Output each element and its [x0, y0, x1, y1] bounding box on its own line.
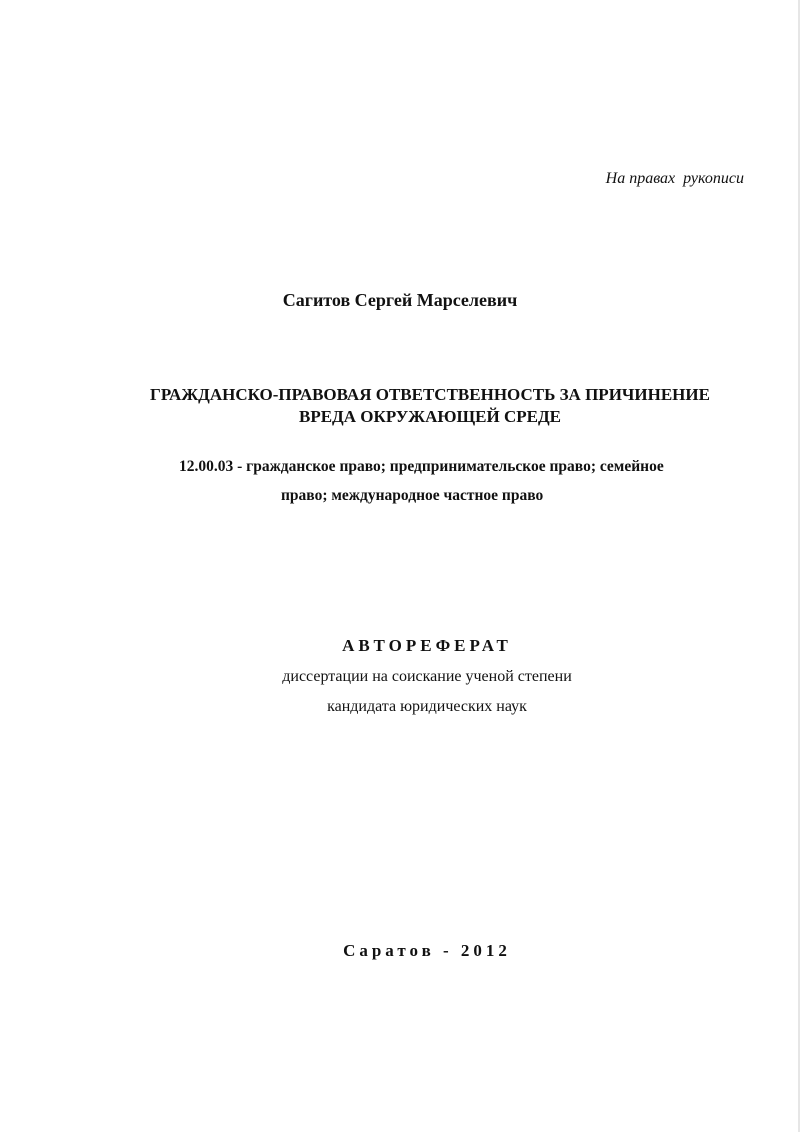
manuscript-rights-note: На правах рукописи: [605, 170, 744, 187]
city-year: Саратов - 2012: [343, 941, 511, 960]
dissertation-title: [100, 384, 760, 428]
degree-purpose-line-2: кандидата юридических наук: [327, 698, 527, 715]
specialty-line-2: право; международное частное право: [281, 487, 544, 504]
title-line-1: ГРАЖДАНСКО-ПРАВОВАЯ ОТВЕТСТВЕННОСТЬ ЗА ПРИЧИНЕНИЕ: [150, 385, 710, 404]
degree-purpose-line-1: диссертации на соискание ученой степени: [282, 668, 572, 685]
title-line-2: ВРЕДА ОКРУЖАЮЩЕЙ СРЕДЕ: [298, 407, 561, 426]
specialty-line-1: 12.00.03 - гражданское право; предпринимательское право; семейное: [179, 458, 664, 475]
document-type-label: АВТОРЕФЕРАТ: [342, 636, 512, 655]
author-name: Сагитов Сергей Марселевич: [282, 290, 518, 310]
